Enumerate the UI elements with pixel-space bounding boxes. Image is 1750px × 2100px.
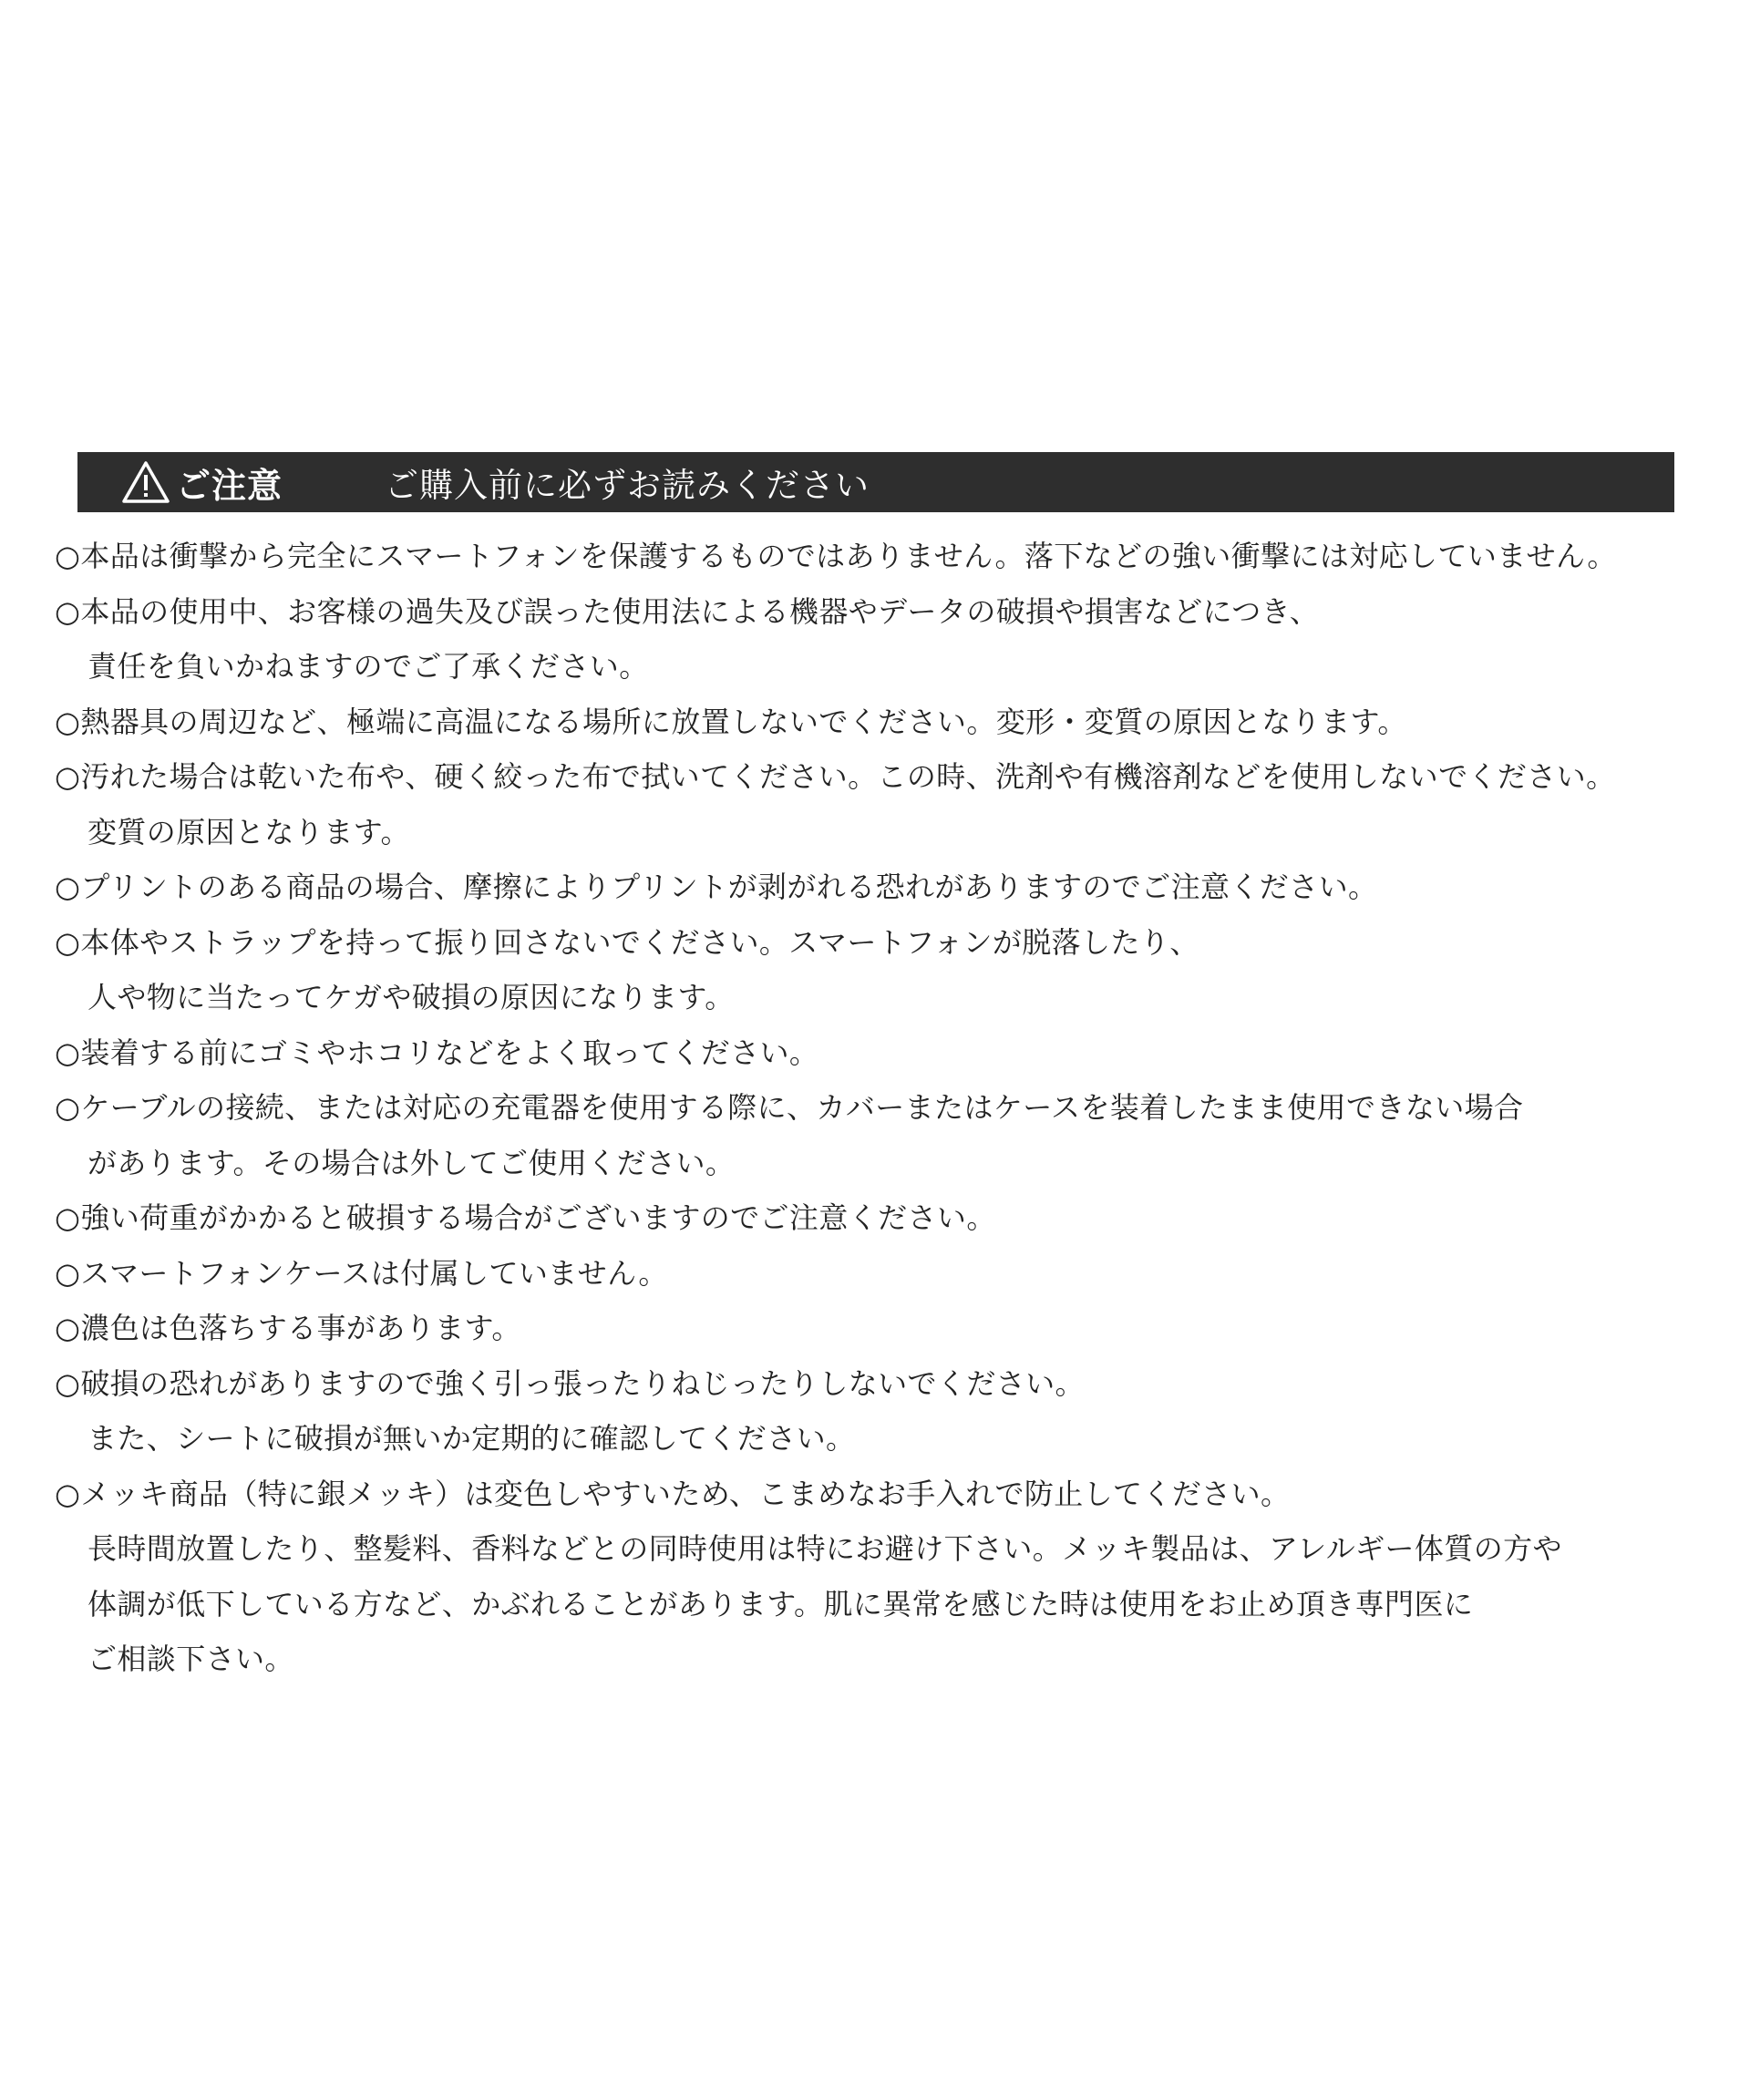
header-title: ご注意 [176,465,283,506]
notice-list [55,529,1732,1687]
notice-item-12: ○破損の恐れがありますので強く引っ張ったりねじったりしないでください。 [55,1365,1085,1401]
header-subtitle: ご購入前に必ずお読みください [385,466,870,505]
notice-item-2: ○本品の使用中、お客様の過失及び誤った使用法による機器やデータの破損や損害などにつき、 [55,593,1320,629]
notice-item-1: ○本品は衝撃から完全にスマートフォンを保護するものではありません。落下などの強い衝撃には対応していません。 [55,539,1617,573]
notice-item-13-continuation-1: 長時間放置したり、整髪料、香料などとの同時使用は特にお避け下さい。メッキ製品は、アレルギー体質の方や [88,1531,1562,1566]
notice-item-4-continuation: 変質の原因となります。 [88,814,410,849]
notice-header [77,452,1674,512]
notice-item-2-continuation: 責任を負いかねますのでご了承ください。 [88,649,649,684]
notice-item-4: ○汚れた場合は乾いた布や、硬く絞った布で拭いてください。この時、洗剤や有機溶剤などを使用しないでください。 [55,759,1616,794]
warning-triangle-icon [121,460,170,504]
notice-item-13-continuation-2: 体調が低下している方など、かぶれることがあります。肌に異常を感じた時は使用をお止め頂き専門医に [88,1586,1474,1621]
notice-item-13-continuation-3: ご相談下さい。 [88,1642,294,1676]
notice-item-7: ○装着する前にゴミやホコリなどをよく取ってください。 [55,1035,819,1070]
notice-item-10: ○スマートフォンケースは付属していません。 [55,1255,668,1291]
notice-item-12-continuation: また、シートに破損が無いか定期的に確認してください。 [88,1421,856,1456]
notice-item-3: ○熱器具の周辺など、極端に高温になる場所に放置しないでください。変形・変質の原因となります。 [55,704,1407,739]
notice-item-11: ○濃色は色落ちする事があります。 [55,1311,521,1345]
notice-item-5: ○プリントのある商品の場合、摩擦によりプリントが剥がれる恐れがありますのでご注意ください。 [55,870,1378,904]
notice-item-8: ○ケーブルの接続、または対応の充電器を使用する際に、カバーまたはケースを装着したまま使用できない場合 [55,1090,1524,1125]
notice-item-6: ○本体やストラップを持って振り回さないでください。スマートフォンが脱落したり、 [55,924,1199,960]
notice-item-13: ○メッキ商品（特に銀メッキ）は変色しやすいため、こまめなお手入れで防止してください。 [55,1476,1291,1511]
notice-item-6-continuation: 人や物に当たってケガや破損の原因になります。 [88,980,735,1014]
notice-item-8-continuation: があります。その場合は外してご使用ください。 [88,1145,736,1180]
notice-item-9: ○強い荷重がかかると破損する場合がございますのでご注意ください。 [55,1200,996,1235]
